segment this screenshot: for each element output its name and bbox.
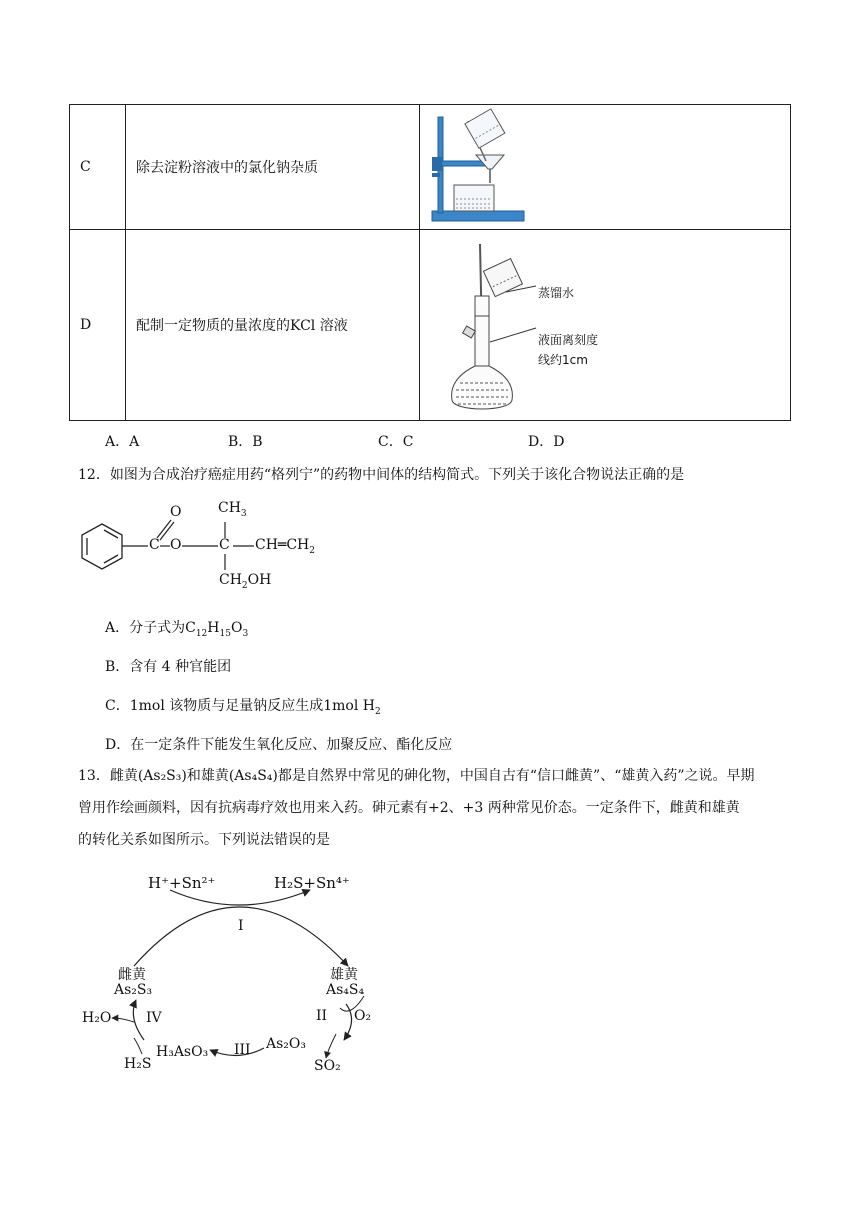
vinyl-group bbox=[255, 537, 315, 556]
as2o3-compound: As₂O₃ bbox=[266, 1036, 306, 1052]
option-d[interactable]: D．D bbox=[528, 434, 565, 450]
row-description: 配制一定物质的量浓度的KCl 溶液 bbox=[126, 230, 420, 421]
volumetric-flask-figure bbox=[420, 230, 791, 421]
step-i-label: I bbox=[238, 918, 244, 934]
reactant-h-sn2: H⁺+Sn²⁺ bbox=[148, 874, 216, 892]
table-row bbox=[70, 230, 791, 421]
option-a-text: A．分子式为C bbox=[105, 620, 196, 636]
option-b[interactable]: B．B bbox=[228, 434, 263, 450]
carbonyl-carbon: C bbox=[149, 537, 160, 553]
option-c[interactable]: C．C bbox=[378, 434, 414, 450]
subscript: 3 bbox=[242, 628, 249, 639]
methyl-subscript: 3 bbox=[240, 508, 247, 519]
q13-stem-line2: 曾用作绘画颜料，因有抗病毒疗效也用来入药。砷元素有+2、+3 两种常见价态。一定条件下，雌黄和雄黄 bbox=[78, 800, 740, 816]
step-iii-label: III bbox=[234, 1042, 251, 1058]
water-product: H₂O bbox=[82, 1010, 112, 1026]
h3aso3-compound: H₃AsO₃ bbox=[156, 1044, 209, 1060]
q12-structure bbox=[80, 498, 380, 592]
orpiment-name: 雌黄 bbox=[118, 967, 146, 983]
q13-stem-line3: 的转化关系如图所示。下列说法错误的是 bbox=[78, 832, 330, 848]
subscript: 12 bbox=[195, 628, 208, 639]
q12-option-c[interactable] bbox=[105, 695, 381, 717]
q12-stem: 12．如图为合成治疗癌症用药“格列宁”的药物中间体的结构简式。下列关于该化合物说法正确的是 bbox=[78, 467, 685, 483]
table-row bbox=[70, 105, 791, 230]
annotation-1cm: 线约1cm bbox=[538, 353, 588, 367]
realgar-name: 雄黄 bbox=[330, 967, 358, 983]
subscript: 2 bbox=[375, 706, 381, 717]
methyl-group bbox=[218, 500, 247, 519]
methyl-text: CH bbox=[218, 500, 241, 516]
oxygen-reactant: O₂ bbox=[354, 1008, 372, 1024]
vinyl-subscript: 2 bbox=[309, 545, 316, 556]
volumetric-flask-illustration bbox=[450, 238, 580, 418]
iron-stand-illustration bbox=[428, 107, 578, 230]
q12-option-a[interactable] bbox=[105, 617, 248, 639]
option-a[interactable]: A．A bbox=[105, 434, 140, 450]
so2-product: SO₂ bbox=[314, 1058, 341, 1074]
q13-stem-line1: 13．雌黄(As₂S₃)和雄黄(As₄S₄)都是自然界中常见的砷化物，中国自古有“信口雌黄”、“雄黄入药”之说。早期 bbox=[78, 768, 755, 784]
ester-oxygen: O bbox=[170, 537, 182, 553]
quaternary-carbon: C bbox=[219, 537, 230, 553]
hydroxymethyl-group bbox=[219, 572, 271, 591]
option-c-text: C．1mol 该物质与足量钠反应生成1mol H bbox=[105, 698, 375, 714]
annotation-distilled-water: 蒸馏水 bbox=[538, 286, 575, 300]
dialysis-apparatus-figure bbox=[420, 105, 791, 230]
annotation-liquid-level: 液面离刻度 bbox=[538, 333, 599, 347]
ch2-text: CH bbox=[219, 572, 242, 588]
row-label: D bbox=[70, 230, 126, 421]
experiment-table bbox=[69, 104, 791, 421]
row-label: C bbox=[70, 105, 126, 230]
step-ii-label: II bbox=[316, 1008, 328, 1024]
realgar-formula: As₄S₄ bbox=[326, 982, 365, 998]
carbonyl-oxygen: O bbox=[170, 504, 182, 520]
oh-text: OH bbox=[247, 572, 272, 588]
subscript: 15 bbox=[219, 628, 231, 639]
h-symbol: H bbox=[207, 620, 220, 636]
step-iv-label: IV bbox=[146, 1010, 162, 1026]
vinyl-text: CH═CH bbox=[255, 537, 310, 553]
h2s-reactant: H₂S bbox=[124, 1056, 152, 1072]
ch2-subscript: 2 bbox=[241, 580, 248, 591]
product-h2s-sn4: H₂S+Sn⁴⁺ bbox=[274, 874, 350, 892]
orpiment-formula: As₂S₃ bbox=[114, 982, 153, 998]
q12-option-b[interactable]: B．含有 4 种官能团 bbox=[105, 659, 232, 675]
q13-conversion-diagram bbox=[78, 868, 388, 1078]
row-description: 除去淀粉溶液中的氯化钠杂质 bbox=[126, 105, 420, 230]
o-symbol: O bbox=[230, 620, 243, 636]
q12-option-d[interactable]: D．在一定条件下能发生氧化反应、加聚反应、酯化反应 bbox=[105, 737, 453, 753]
